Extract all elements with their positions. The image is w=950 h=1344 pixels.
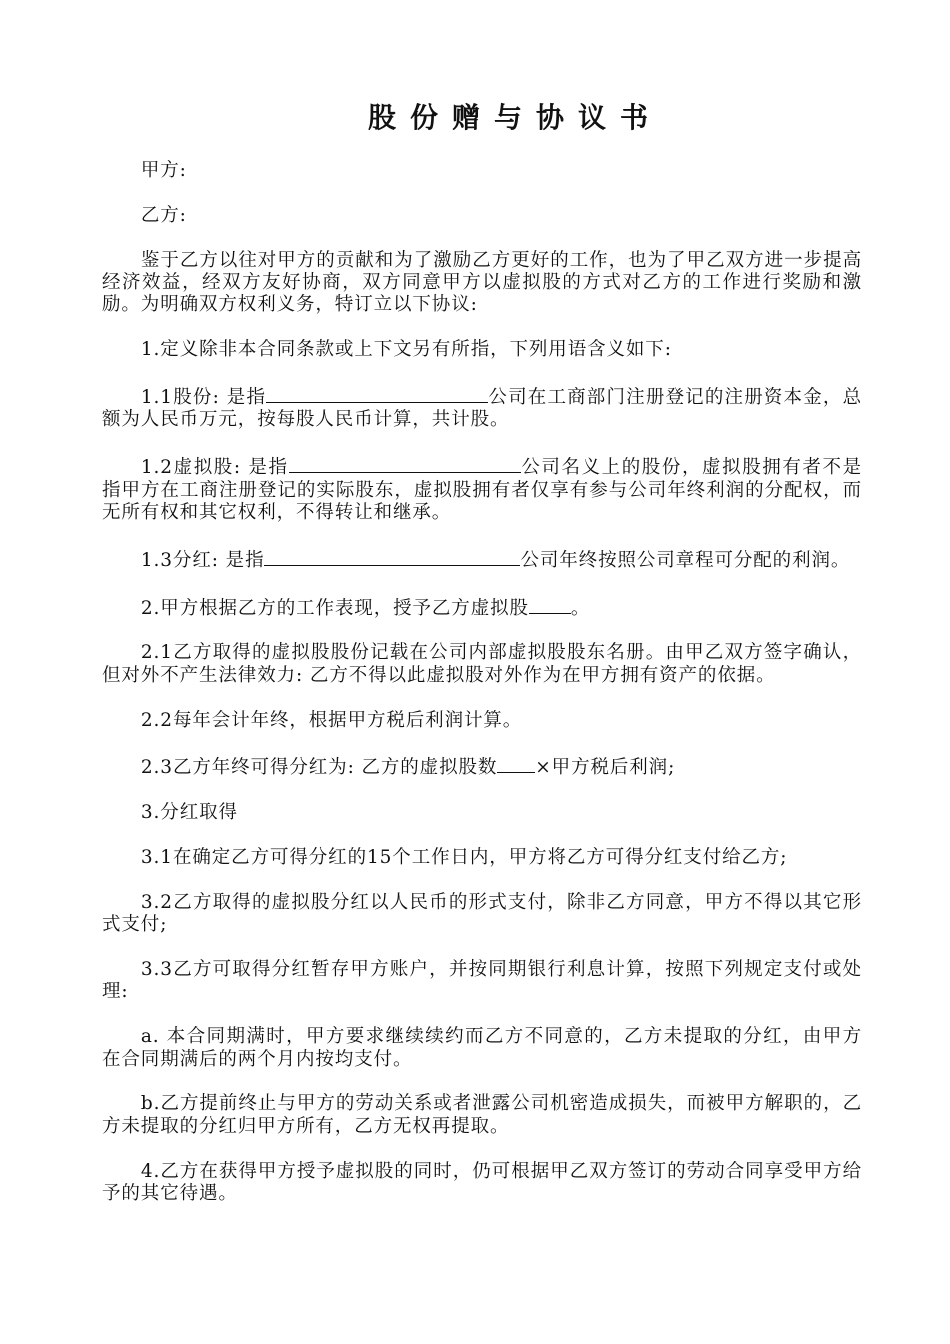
clause-text: ×甲方税后利润;: [535, 757, 676, 779]
blank-line: [289, 454, 521, 473]
clause-text: 1.2虚拟股: 是指: [140, 457, 289, 479]
clause-1: 1.定义除非本合同条款或上下文另有所指，下列用语含义如下:: [140, 339, 672, 361]
clause-2-3: [102, 754, 862, 779]
clause-3-3: 3.3乙方可取得分红暂存甲方账户，并按同期银行利息计算，按照下列规定支付或处理:: [102, 959, 862, 1003]
party-b-label: 乙方:: [140, 204, 187, 226]
clause-3-1: 3.1在确定乙方可得分红的15个工作日内，甲方将乙方可得分红支付给乙方;: [140, 847, 788, 868]
document-title: 股份赠与协议书: [367, 101, 662, 134]
clause-text: 1.1股份: 是指: [140, 387, 267, 408]
clause-text: 1.3分红: 是指: [140, 549, 265, 571]
clause-text: 公司在工商部门注册登记的注册资本金，总额为人民币万元，按每股人民币计算，共计股。: [102, 387, 862, 431]
clause-text: 。: [570, 597, 591, 619]
clause-1-3: [102, 547, 862, 572]
document-body: [102, 160, 862, 1228]
clause-text: 2.3乙方年终可得分红为: 乙方的虚拟股数: [140, 757, 498, 779]
clause-3-2: 3.2乙方取得的虚拟股分红以人民币的形式支付，除非乙方同意，甲方不得以其它形式支付;: [102, 891, 862, 936]
clause-3-3-a: a. 本合同期满时，甲方要求继续续约而乙方不同意的，乙方未提取的分红，由甲方在合同期满后的两个月内按均支付。: [102, 1026, 862, 1070]
clause-text: 2.甲方根据乙方的工作表现，授予乙方虚拟股: [140, 597, 529, 619]
blank-line: [266, 384, 488, 403]
blank-line: [529, 595, 571, 614]
clause-3-3-b: b.乙方提前终止与甲方的劳动关系或者泄露公司机密造成损失，而被甲方解职的，乙方未提取的分红归甲方所有，乙方无权再提取。: [102, 1093, 862, 1137]
blank-line: [497, 754, 535, 773]
clause-text: 公司名义上的股份，虚拟股拥有者不是指甲方在工商注册登记的实际股东，虚拟股拥有者仅享有参与公司年终利润的分配权，而无所有权和其它权利，不得转让和继承。: [102, 457, 862, 524]
clause-text: 公司年终按照公司章程可分配的利润。: [520, 549, 851, 571]
party-a-label: 甲方:: [140, 160, 187, 181]
clause-1-2: [102, 454, 862, 524]
clause-1-1: [102, 384, 862, 432]
preamble: 鉴于乙方以往对甲方的贡献和为了激励乙方更好的工作，也为了甲乙双方进一步提高经济效益，经双方友好协商，双方同意甲方以虚拟股的方式对乙方的工作进行奖励和激励。为明确双方权利义务，特订立以下协议:: [102, 249, 862, 316]
clause-4: 4.乙方在获得甲方授予虚拟股的同时，仍可根据甲乙双方签订的劳动合同享受甲方给予的其它待遇。: [102, 1160, 862, 1205]
clause-2: [102, 595, 862, 620]
clause-2-1: 2.1乙方取得的虚拟股股份记载在公司内部虚拟股股东名册。由甲乙双方签字确认，但对外不产生法律效力: 乙方不得以此虚拟股对外作为在甲方拥有资产的依据。: [102, 642, 862, 686]
clause-2-2: 2.2每年会计年终，根据甲方税后利润计算。: [140, 709, 523, 731]
blank-line: [264, 547, 520, 566]
clause-3: 3.分红取得: [140, 802, 238, 824]
